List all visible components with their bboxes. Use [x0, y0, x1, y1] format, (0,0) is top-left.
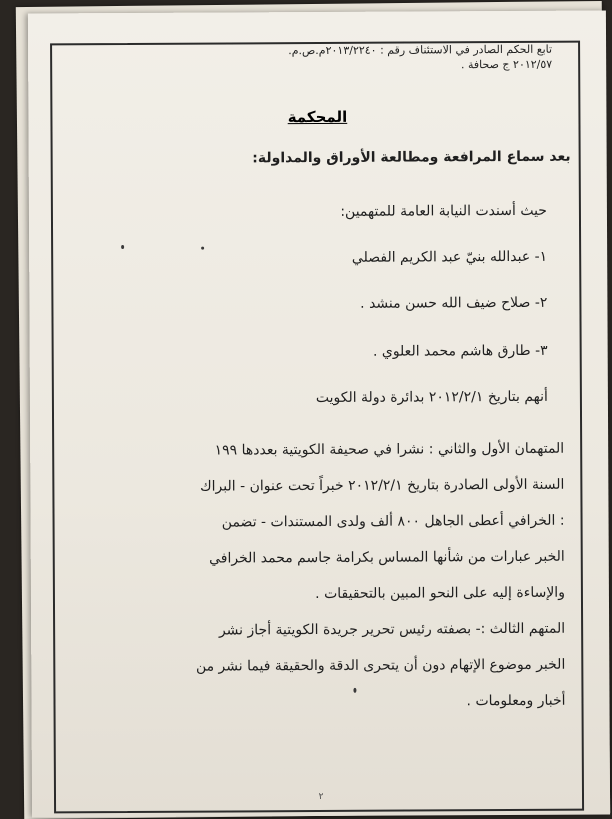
- header-line-2: ٢٠١٢/٥٧ ج صحافة .: [460, 57, 553, 72]
- paragraph-line: أخبار ومعلومات .: [466, 692, 566, 710]
- paragraph-line: : الخرافي أعطى الجاهل ٨٠٠ ألف ولدى المستندات - تضمن: [221, 512, 565, 531]
- header-line-1: تابع الحكم الصادر في الاستئناف رقم : ٢٠١٣/٢٢٤٠م.ص.م.: [288, 42, 553, 58]
- after-hearing-heading: بعد سماع المرافعة ومطالعة الأوراق والمداولة:: [252, 148, 571, 167]
- defendant-1: ١- عبدالله بنيّ عبد الكريم الفصلي: [351, 248, 548, 266]
- ink-speck: [201, 247, 204, 250]
- judgment-header: [288, 43, 552, 72]
- charged-line: حيث أسندت النيابة العامة للمتهمين:: [340, 202, 547, 220]
- defendant-3: ٣- طارق هاشم محمد العلوي .: [372, 342, 548, 360]
- document-page: [28, 10, 610, 817]
- ink-speck: [353, 688, 356, 693]
- paragraph-line: والإساءة إليه على النحو المبين بالتحقيقات .: [315, 584, 565, 603]
- paragraph-line: المتهمان الأول والثاني : نشرا في صحيفة الكويتية بعددها ١٩٩: [214, 440, 565, 459]
- paragraph-line: المتهم الثالث :- بصفته رئيس تحرير جريدة الكويتية أجاز نشر: [218, 620, 566, 639]
- ink-speck: [121, 245, 124, 249]
- defendant-2: ٢- صلاح ضيف الله حسن منشد .: [360, 294, 548, 312]
- paragraph-line: السنة الأولى الصادرة بتاريخ ٢٠١٢/٢/١ خبراً تحت عنوان - البراك: [200, 476, 565, 495]
- page-number: ٢: [318, 791, 324, 803]
- paragraph-defendant-3: [59, 611, 566, 722]
- paragraph-line: الخبر عبارات من شأنها المساس بكرامة جاسم محمد الخرافي: [209, 548, 565, 567]
- date-line: أنهم بتاريخ ٢٠١٢/٢/١ بدائرة دولة الكويت: [315, 388, 548, 407]
- paragraph-defendants-1-2: [58, 431, 565, 614]
- court-title: المحكمة: [287, 107, 348, 127]
- paragraph-line: الخبر موضوع الإتهام دون أن يتحرى الدقة والحقيقة فيما نشر من: [195, 656, 566, 675]
